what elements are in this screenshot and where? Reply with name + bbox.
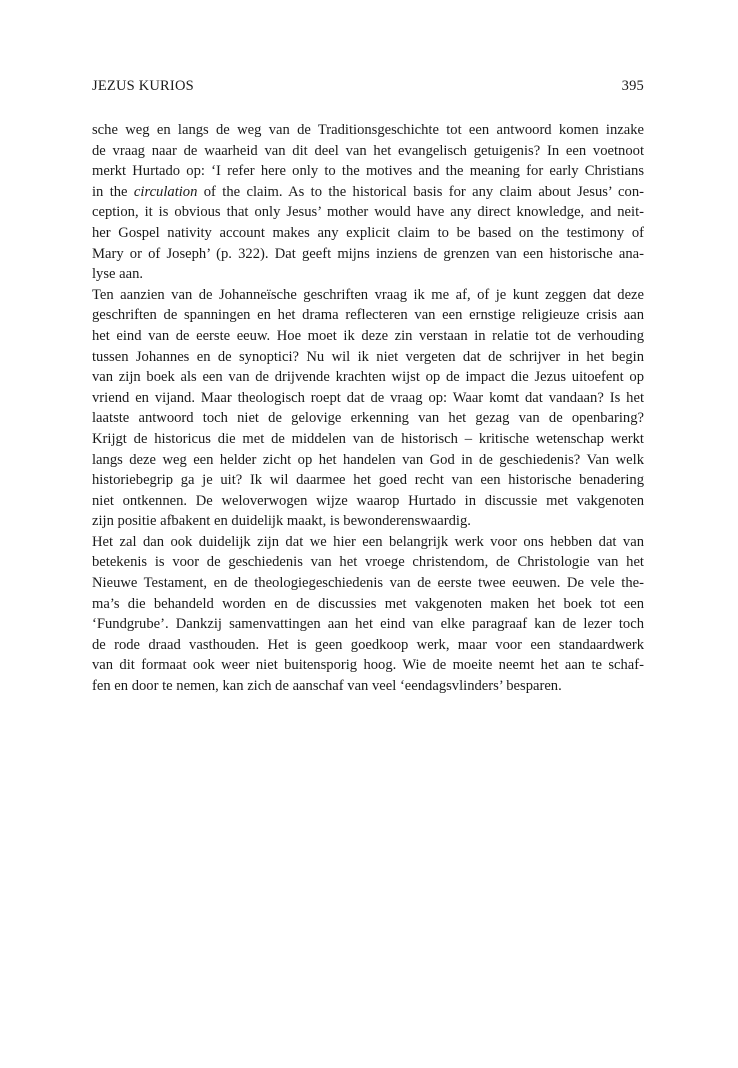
text-line: laatste antwoord toch niet de gelovige erkenning van het gezag van de openbaring?	[92, 410, 644, 427]
text-line: Mary or of Joseph’ (p. 322). Dat geeft mijns inziens de grenzen van een historische ana-	[92, 245, 644, 262]
text-line: her Gospel nativity account makes any explicit claim to be based on the testimony of	[92, 224, 644, 241]
text-line: historiebegrip ga je uit? Ik wil daarmee het goed recht van een historische benadering	[92, 472, 644, 489]
text-line: Nieuwe Testament, en de theologiegeschiedenis van de eerste twee eeuwen. De vele the-	[92, 575, 644, 592]
text-line: het eind van de eerste eeuw. Hoe moet ik deze zin verstaan in relatie tot de verhouding	[92, 327, 644, 344]
paragraph	[92, 120, 644, 285]
text-line: sche weg en langs de weg van de Traditionsgeschichte tot een antwoord komen inzake	[92, 122, 644, 138]
text-line: ‘Fundgrube’. Dankzij samenvattingen aan het eind van elke paragraaf kan de lezer toch	[92, 616, 644, 633]
body-text	[92, 120, 644, 697]
text-line: vriend en vijand. Maar theologisch roept dat de vraag op: Waar komt dat vandaan? Is het	[92, 389, 644, 406]
running-title: JEZUS KURIOS	[92, 78, 194, 94]
text-line: van dit formaat ook weer niet buitensporig hoog. Wie de moeite neemt het aan te schaf-	[92, 657, 644, 674]
text-line: de rode draad vasthouden. Het is geen goedkoop werk, maar voor een standaardwerk	[92, 636, 644, 653]
text-line: niet ontkennen. De weloverwogen wijze waarop Hurtado in discussie met vakgenoten	[92, 492, 644, 509]
text-run: in the	[92, 183, 134, 200]
italic-term: circulation	[133, 183, 198, 200]
text-line: fen en door te nemen, kan zich de aanschaf van veel ‘eendagsvlinders’ besparen.	[92, 678, 562, 695]
text-line: langs deze weg een helder zicht op het handelen van God in de geschiedenis? Van welk	[92, 451, 644, 468]
text-line: geschriften de spanningen en het drama reflecteren van een ernstige religieuze crisis aan	[92, 307, 644, 324]
page-header	[92, 78, 644, 95]
text-line: ception, it is obvious that only Jesus’ mother would have any direct knowledge, and neit-	[92, 204, 644, 221]
paragraph	[92, 285, 644, 532]
page-number: 395	[621, 78, 644, 94]
text-line: tussen Johannes en de synoptici? Nu wil ik niet vergeten dat de schrijver in het begin	[92, 348, 644, 365]
text-line: Ten aanzien van de Johanneïsche geschriften vraag ik me af, of je kunt zeggen dat deze	[92, 286, 644, 303]
text-line: Krijgt de historicus die met de middelen van de historisch – kritische wetenschap werkt	[92, 430, 644, 447]
text-line: merkt Hurtado op: ‘I refer here only to the motives and the meaning for early Christians	[92, 163, 644, 180]
text-line: zijn positie afbakent en duidelijk maakt, is bewonderenswaardig.	[92, 513, 471, 530]
text-run: of the claim. As to the historical basis for any claim about Jesus’ con-	[197, 183, 644, 200]
text-line: betekenis is voor de geschiedenis van het vroege christendom, de Christologie van het	[92, 554, 644, 571]
text-line: de vraag naar de waarheid van dit deel van het evangelisch getuigenis? In een voetnoot	[92, 142, 644, 159]
paragraph	[92, 532, 644, 697]
text-line	[92, 182, 644, 203]
text-line: ma’s die behandeld worden en de discussies met vakgenoten maken het boek tot een	[92, 595, 644, 612]
text-line: van zijn boek als een van de drijvende krachten wijst op de impact die Jezus uitoefent op	[92, 369, 644, 386]
text-line: lyse aan.	[92, 266, 144, 283]
text-line: Het zal dan ook duidelijk zijn dat we hier een belangrijk werk voor ons hebben dat van	[92, 533, 644, 550]
